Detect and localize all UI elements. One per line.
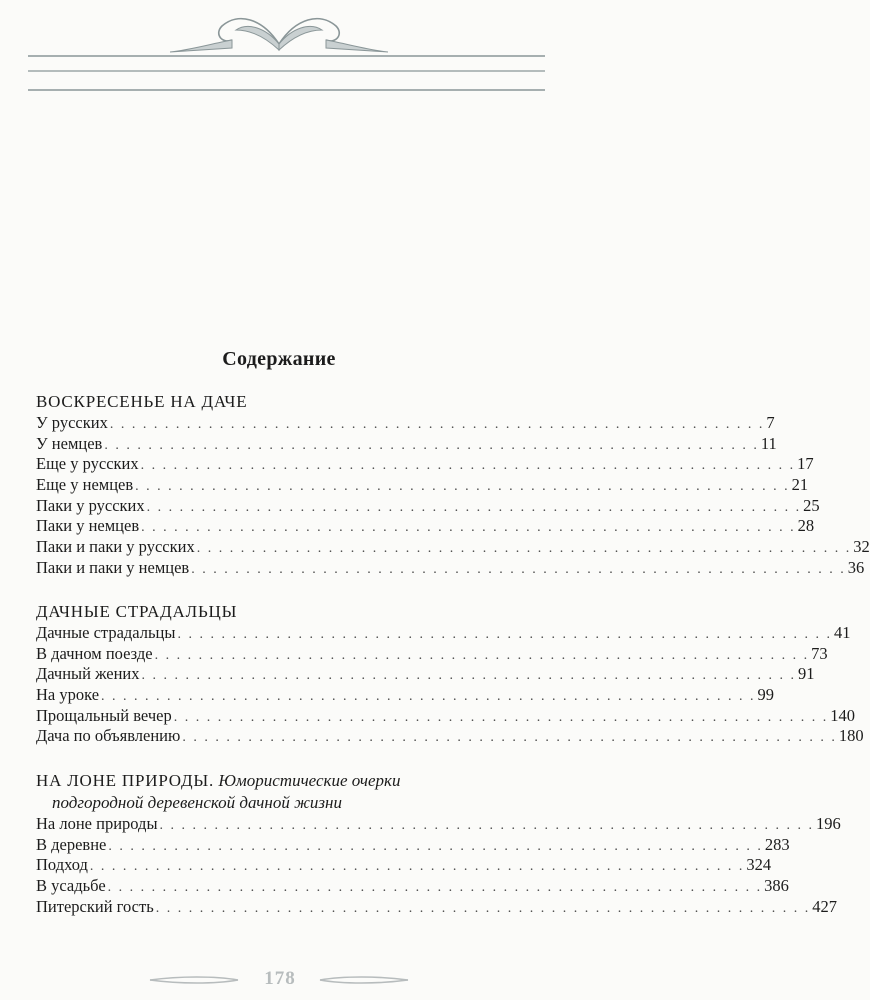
- entry-page: 21: [791, 475, 809, 495]
- toc-entry: [36, 876, 789, 897]
- entry-title: Еще у русских: [36, 454, 139, 474]
- dot-leader: . . . . . . . . . . . . . . . . . . . . . . . . . . . . . . . . . . . . . . . . . . . . . . . . . . . . . . . . . . . .: [159, 818, 815, 833]
- entry-title: Паки у русских: [36, 495, 145, 515]
- dot-leader: . . . . . . . . . . . . . . . . . . . . . . . . . . . . . . . . . . . . . . . . . . . . . . . . . . . . . . . . . . . .: [109, 417, 765, 432]
- entry-title: Дачный жених: [36, 664, 140, 684]
- entry-title: Дача по объявлению: [36, 726, 181, 746]
- toc-entry: [36, 413, 775, 434]
- entry-title: Подход: [36, 855, 88, 875]
- toc-section-2: [36, 601, 864, 747]
- entry-title: Дачные страдальцы: [36, 623, 176, 642]
- entry-title: Паки и паки у немцев: [36, 557, 190, 577]
- section-subtitle-continuation: подгородной деревенской дачной жизни: [52, 793, 342, 812]
- toc-entry: [36, 516, 815, 537]
- dot-leader: . . . . . . . . . . . . . . . . . . . . . . . . . . . . . . . . . . . . . . . . . . . . . . . . . . . . . . . . . . . .: [173, 709, 829, 725]
- page-number: 178: [264, 968, 296, 989]
- section-heading: ВОСКРЕСЕНЬЕ НА ДАЧЕ: [36, 392, 248, 411]
- entry-title: В дачном поезде: [36, 643, 153, 663]
- toc-entry: [36, 643, 828, 665]
- toc-entry: [36, 726, 864, 747]
- entry-title: В усадьбе: [36, 876, 106, 896]
- entry-title: На лоне природы: [36, 814, 158, 833]
- dot-leader: . . . . . . . . . . . . . . . . . . . . . . . . . . . . . . . . . . . . . . . . . . . . . . . . . . . . . . . . . . . .: [89, 859, 745, 875]
- entry-page: 91: [798, 664, 815, 684]
- dot-leader: . . . . . . . . . . . . . . . . . . . . . . . . . . . . . . . . . . . . . . . . . . . . . . . . . . . . . . . . . . . .: [108, 838, 763, 854]
- entry-title: У русских: [36, 413, 108, 432]
- entry-title: Паки у немцев: [36, 516, 140, 536]
- toc-entry: [36, 433, 777, 455]
- toc-entry: [36, 664, 815, 685]
- entry-page: 36: [847, 557, 865, 577]
- dot-leader: . . . . . . . . . . . . . . . . . . . . . . . . . . . . . . . . . . . . . . . . . . . . . . . . . . . . . . . . . . . .: [107, 880, 763, 896]
- toc-entry: [36, 495, 820, 517]
- dot-leader: . . . . . . . . . . . . . . . . . . . . . . . . . . . . . . . . . . . . . . . . . . . . . . . . . . . . . . . . . . . .: [140, 458, 796, 474]
- toc-entry: [36, 623, 851, 644]
- entry-page: 99: [757, 685, 775, 705]
- entry-page: 32: [853, 537, 870, 557]
- entry-page: 11: [760, 433, 777, 453]
- dot-leader: . . . . . . . . . . . . . . . . . . . . . . . . . . . . . . . . . . . . . . . . . . . . . . . . . . . . . . . . . . . .: [191, 561, 846, 577]
- toc-entry: [36, 685, 775, 706]
- entry-page: 427: [812, 896, 837, 916]
- entry-title: Паки и паки у русских: [36, 537, 195, 557]
- entry-page: 196: [816, 814, 841, 833]
- dot-leader: . . . . . . . . . . . . . . . . . . . . . . . . . . . . . . . . . . . . . . . . . . . . . . . . . . . . . . . . . . . .: [155, 900, 811, 916]
- dot-leader: . . . . . . . . . . . . . . . . . . . . . . . . . . . . . . . . . . . . . . . . . . . . . . . . . . . . . . . . . . . .: [101, 689, 756, 705]
- dot-leader: . . . . . . . . . . . . . . . . . . . . . . . . . . . . . . . . . . . . . . . . . . . . . . . . . . . . . . . . . . . .: [196, 541, 852, 557]
- toc-entry: [36, 834, 790, 856]
- entry-page: 324: [746, 855, 772, 875]
- section-heading-line: [36, 770, 538, 792]
- toc-entry-list: [36, 814, 841, 917]
- entry-page: 283: [764, 834, 790, 854]
- toc-entry: [36, 454, 814, 475]
- entry-page: 386: [764, 876, 789, 896]
- toc-entry: [36, 705, 855, 727]
- toc-entry: [36, 896, 837, 918]
- entry-page: 73: [811, 643, 828, 663]
- section-heading: НА ЛОНЕ ПРИРОДЫ.: [36, 771, 215, 790]
- header-ornament: [0, 0, 558, 95]
- entry-page: 180: [838, 726, 864, 746]
- toc-entry: [36, 537, 870, 558]
- toc-section-1: [36, 391, 870, 579]
- dot-leader: . . . . . . . . . . . . . . . . . . . . . . . . . . . . . . . . . . . . . . . . . . . . . . . . . . . . . . . . . . . .: [141, 520, 796, 536]
- entry-title: В деревне: [36, 834, 107, 854]
- entry-page: 7: [766, 413, 775, 432]
- entry-title: Прощальный вечер: [36, 705, 172, 725]
- section-subtitle: Юмористические очерки: [218, 771, 401, 790]
- dot-leader: . . . . . . . . . . . . . . . . . . . . . . . . . . . . . . . . . . . . . . . . . . . . . . . . . . . . . . . . . . . .: [104, 437, 759, 453]
- dot-leader: . . . . . . . . . . . . . . . . . . . . . . . . . . . . . . . . . . . . . . . . . . . . . . . . . . . . . . . . . . . .: [154, 647, 810, 663]
- toc-entry: [36, 814, 841, 835]
- dot-leader: . . . . . . . . . . . . . . . . . . . . . . . . . . . . . . . . . . . . . . . . . . . . . . . . . . . . . . . . . . . .: [182, 730, 837, 746]
- toc-entry: [36, 855, 772, 876]
- toc-entry: [36, 557, 865, 579]
- dot-leader: . . . . . . . . . . . . . . . . . . . . . . . . . . . . . . . . . . . . . . . . . . . . . . . . . . . . . . . . . . . .: [177, 627, 832, 642]
- toc-entry: [36, 475, 809, 496]
- entry-page: 17: [797, 454, 814, 474]
- dot-leader: . . . . . . . . . . . . . . . . . . . . . . . . . . . . . . . . . . . . . . . . . . . . . . . . . . . . . . . . . . . .: [135, 479, 790, 495]
- entry-title: Питерский гость: [36, 896, 154, 916]
- entry-title: Еще у немцев: [36, 475, 134, 495]
- entry-page: 28: [797, 516, 815, 536]
- toc-entry-list: [36, 413, 870, 579]
- entry-title: На уроке: [36, 685, 100, 705]
- dot-leader: . . . . . . . . . . . . . . . . . . . . . . . . . . . . . . . . . . . . . . . . . . . . . . . . . . . . . . . . . . . .: [141, 668, 797, 684]
- entry-page: 140: [830, 705, 855, 725]
- page-title: Содержание: [222, 348, 336, 370]
- toc-section-3: [36, 770, 841, 917]
- entry-page: 41: [833, 623, 851, 642]
- entry-page: 25: [803, 495, 820, 515]
- section-heading: ДАЧНЫЕ СТРАДАЛЬЦЫ: [36, 602, 238, 621]
- entry-title: У немцев: [36, 433, 103, 453]
- toc-entry-list: [36, 623, 864, 747]
- dot-leader: . . . . . . . . . . . . . . . . . . . . . . . . . . . . . . . . . . . . . . . . . . . . . . . . . . . . . . . . . . . .: [146, 499, 802, 515]
